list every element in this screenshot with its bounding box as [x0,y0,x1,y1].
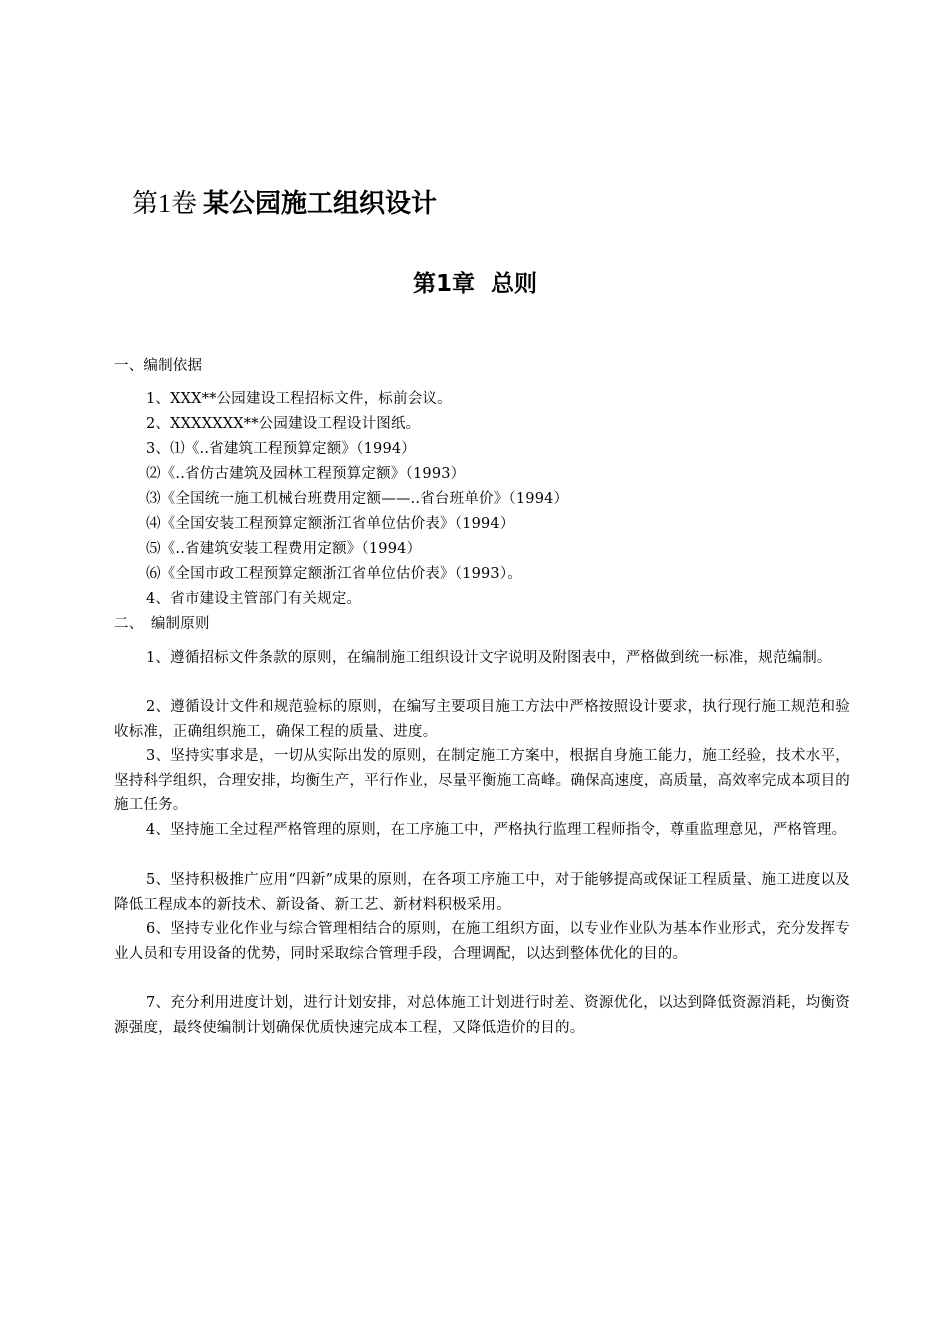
basis-item-3-4: ⑷《全国安装工程预算定额浙江省单位估价表》（1994） [146,516,515,532]
basis-item-3-6: ⑹《全国市政工程预算定额浙江省单位估价表》（1993）。 [146,566,522,582]
section-heading-basis: 一、编制依据 [114,358,203,374]
principle-paragraph-3: 3、坚持实事求是，一切从实际出发的原则，在制定施工方案中，根据自身施工能力，施工经验，技术水平，坚持科学组织，合理安排，均衡生产，平行作业，尽量平衡施工高峰。确保高速度，高质量，高效率完成本项目的施工任务。 [114,748,850,814]
basis-item-4: 4、省市建设主管部门有关规定。 [146,591,362,607]
principle-paragraph-7: 7、充分利用进度计划，进行计划安排，对总体施工计划进行时差、资源优化，以达到降低资源消耗，均衡资源强度，最终使编制计划确保优质快速完成本工程，又降低造价的目的。 [114,995,850,1036]
volume-number: 第1卷 [132,189,198,218]
principle-paragraph-5: 5、坚持积极推广应用“四新”成果的原则，在各项工序施工中，对于能够提高或保证工程质量、施工进度以及降低工程成本的新技术、新设备、新工艺、新材料积极采用。 [114,872,850,913]
volume-title [132,186,437,222]
principle-paragraph-4: 4、坚持施工全过程严格管理的原则，在工序施工中，严格执行监理工程师指令，尊重监理意见，严格管理。 [146,822,847,838]
basis-item-3: 3、⑴《..省建筑工程预算定额》（1994） [146,441,416,457]
basis-item-3-2: ⑵《..省仿古建筑及园林工程预算定额》（1993） [146,466,466,482]
basis-item-1: 1、XXX**公园建设工程招标文件，标前会议。 [146,391,452,407]
basis-item-3-3: ⑶《全国统一施工机械台班费用定额——..省台班单价》（1994） [146,491,569,507]
volume-name: 某公园施工组织设计 [203,189,438,219]
basis-item-3-5: ⑸《..省建筑安装工程费用定额》（1994） [146,541,422,557]
principle-paragraph-6: 6、坚持专业化作业与综合管理相结合的原则，在施工组织方面，以专业作业队为基本作业形式，充分发挥专业人员和专用设备的优势，同时采取综合管理手段，合理调配，以达到整体优化的目的。 [114,921,850,962]
chapter-title [0,268,950,300]
principle-paragraph-1: 1、遵循招标文件条款的原则，在编制施工组织设计文字说明及附图表中，严格做到统一标准，规范编制。 [146,650,832,666]
chapter-name: 总则 [491,271,538,297]
principle-paragraph-2: 2、遵循设计文件和规范验标的原则，在编写主要项目施工方法中严格按照设计要求，执行现行施工规范和验收标准，正确组织施工，确保工程的质量、进度。 [114,699,850,740]
chapter-number: 第1章 [412,271,475,297]
section-heading-principles: 二、 编制原则 [114,616,210,632]
basis-item-2: 2、XXXXXXX**公园建设工程设计图纸。 [146,416,421,432]
